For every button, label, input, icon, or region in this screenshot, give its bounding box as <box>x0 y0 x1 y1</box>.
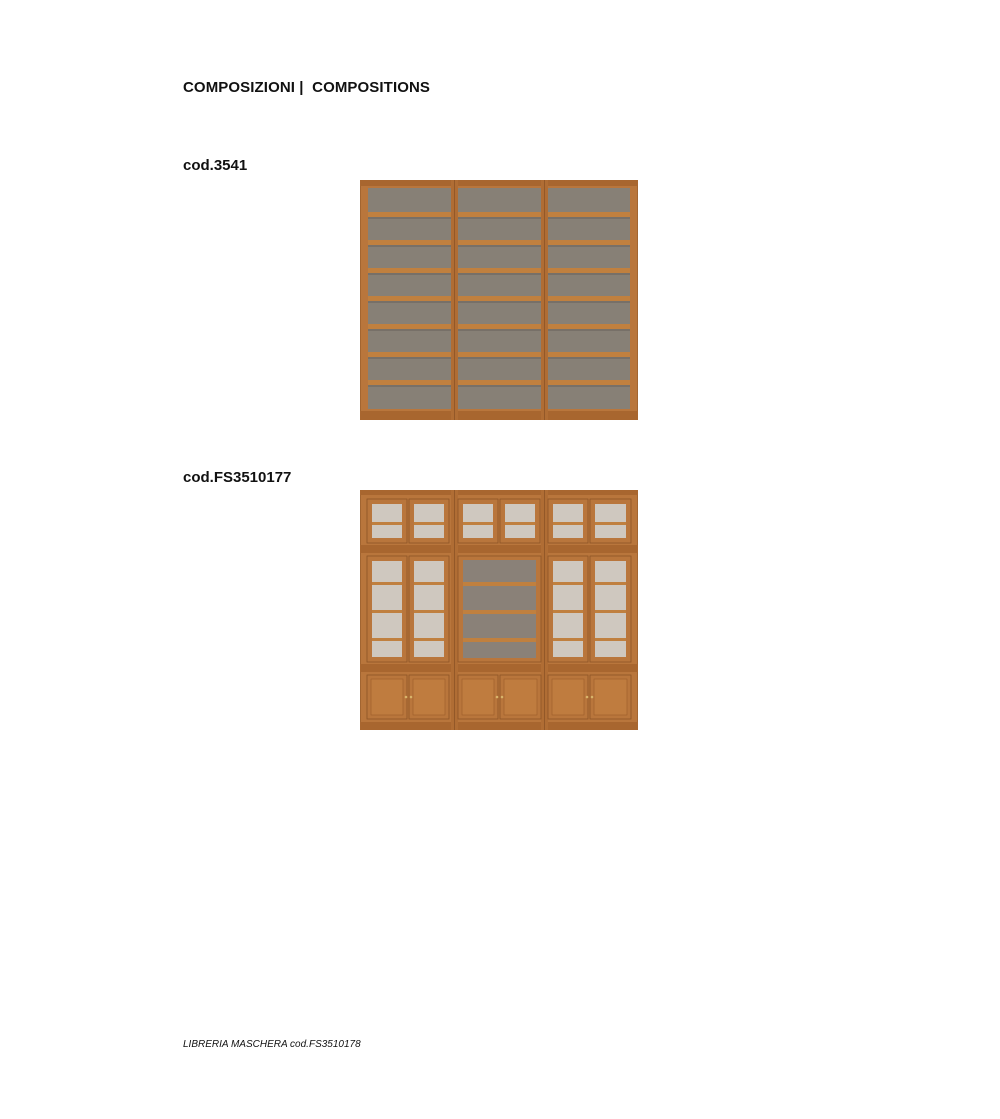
bookcase-image-open <box>360 180 638 420</box>
page-title: COMPOSIZIONI | COMPOSITIONS <box>183 79 431 96</box>
composition-code-label: cod.3541 <box>183 157 248 174</box>
footer-note: LIBRERIA MASCHERA cod.FS3510178 <box>183 1039 361 1050</box>
bookcase-image-glass-doors <box>360 490 638 730</box>
composition-code-label: cod.FS3510177 <box>183 469 292 486</box>
